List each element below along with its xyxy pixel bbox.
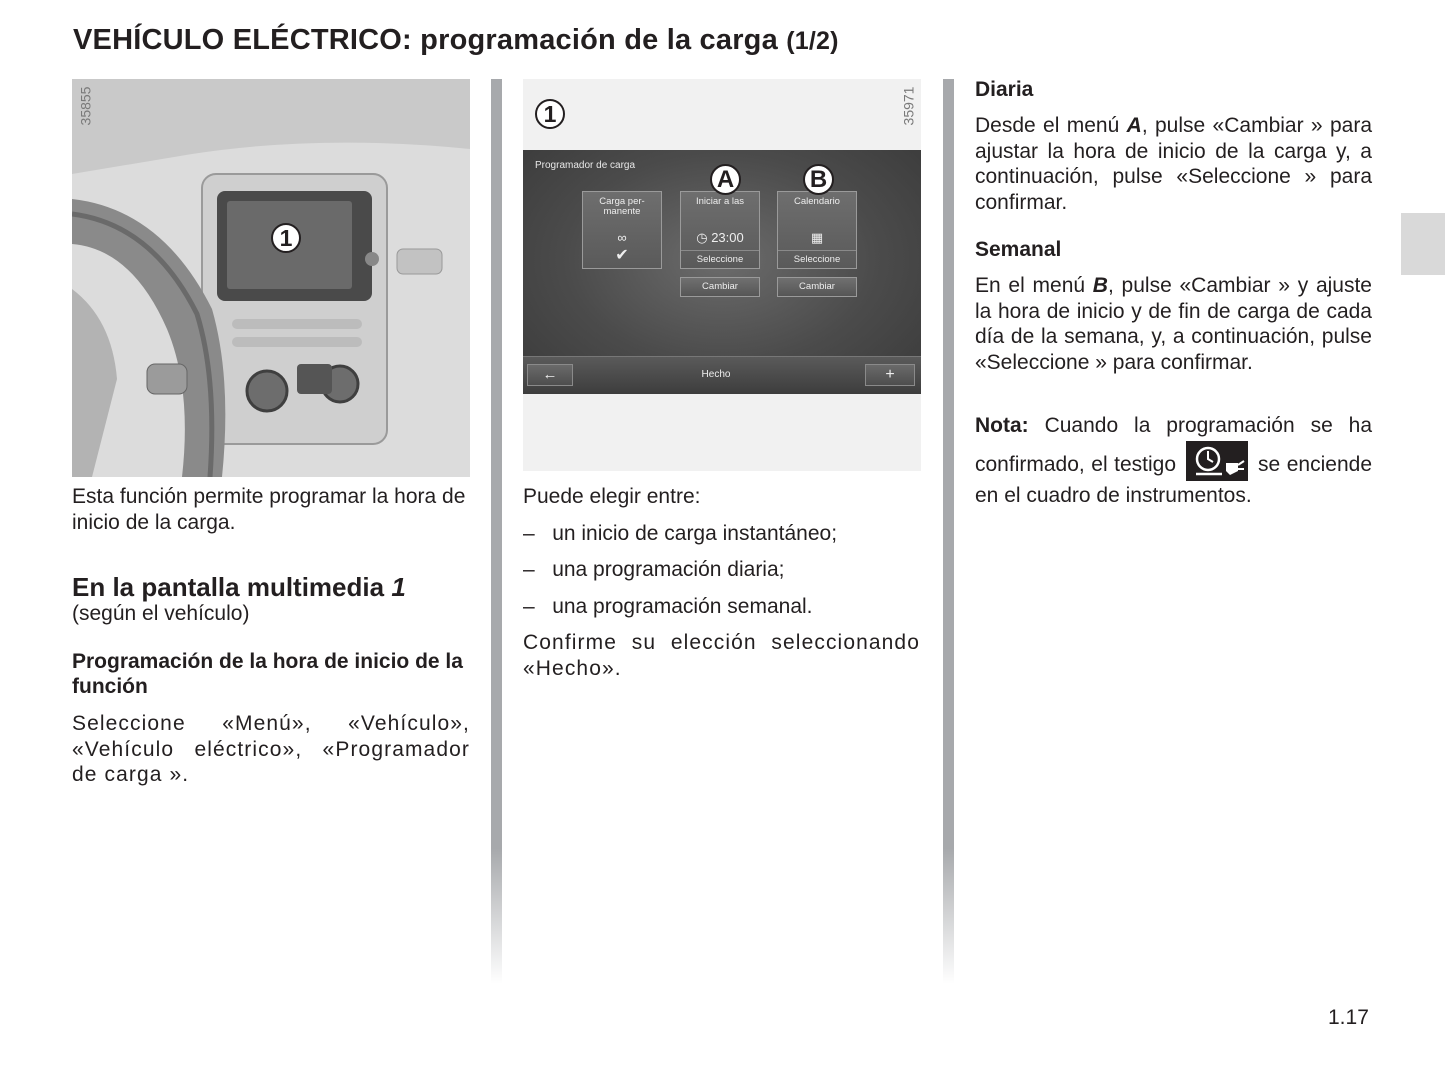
heading-note: (según el vehículo) [72, 602, 250, 625]
title-main: VEHÍCULO ELÉCTRICO: programación de la carga [73, 24, 778, 56]
option-item: – una programación semanal. [523, 595, 813, 618]
tile-start-label: Iniciar a las [695, 196, 745, 207]
confirm-text: Confirme su elección seleccionando «Hecho». [523, 631, 920, 680]
note-text [975, 411, 1372, 511]
weekly-text [975, 273, 1372, 375]
intro-text: Esta función permite programar la hora de inicio de la carga. [72, 485, 466, 534]
callout-b: B [803, 164, 834, 195]
tile-permanent-label: Carga per-manente [599, 196, 645, 217]
infinity-icon: ∞ [617, 230, 627, 245]
screen-figure [523, 79, 921, 471]
section-tab [1401, 213, 1445, 275]
figure-id: 35855 [77, 86, 94, 126]
note-post: se enciende en el cuadro de instrumentos. [975, 453, 1372, 507]
callout-1-screen: 1 [535, 99, 565, 129]
dashboard-illustration [72, 79, 470, 477]
daily-pre: Desde el menú [975, 114, 1127, 137]
tile-start-select[interactable]: Seleccione [681, 250, 759, 265]
tile-start-time: 23:00 [711, 230, 744, 245]
note-label: Nota: [975, 414, 1029, 437]
option-text: una programación diaria; [552, 558, 785, 581]
figure-id-screen: 35971 [900, 86, 917, 126]
callout-a: A [710, 164, 741, 195]
heading-ref: 1 [391, 572, 406, 602]
menu-a-ref: A [1126, 114, 1142, 137]
change-button-b[interactable]: Cambiar [777, 277, 857, 297]
option-text: un inicio de carga instantáneo; [552, 522, 838, 545]
tile-permanent-charge[interactable] [582, 191, 662, 269]
weekly-post: , pulse «Cambiar » y ajuste la hora de inicio y de fin de carga de cada día de la semana, y, a continuación, pulse «Seleccione » para confirmar. [975, 274, 1372, 374]
weekly-pre: En el menú [975, 274, 1093, 297]
clock-icon: ◷ [696, 230, 708, 245]
back-button[interactable]: ← [527, 364, 573, 386]
daily-heading: Diaria [975, 78, 1034, 101]
instruction-text: Seleccione «Menú», «Vehículo», «Vehículo eléctrico», «Programador de carga ». [72, 712, 470, 786]
column-divider-right [943, 79, 954, 984]
tile-calendar-select[interactable]: Seleccione [778, 250, 856, 265]
option-text: una programación semanal. [552, 595, 813, 618]
done-button[interactable]: Hecho [701, 369, 731, 380]
page-title [73, 24, 839, 57]
page-number: 1.17 [1328, 1006, 1369, 1029]
option-item: – una programación diaria; [523, 558, 785, 581]
charge-scheduler-screen [523, 150, 921, 393]
check-icon: ✔ [615, 247, 629, 264]
multimedia-heading [72, 572, 470, 602]
heading-text: En la pantalla multimedia [72, 572, 385, 602]
dashboard-figure [72, 79, 470, 477]
option-item: – un inicio de carga instantáneo; [523, 522, 838, 545]
tile-calendar[interactable] [777, 191, 857, 269]
menu-b-ref: B [1092, 274, 1108, 297]
title-part: (1/2) [786, 27, 839, 55]
change-button-a[interactable]: Cambiar [680, 277, 760, 297]
tile-start-time-row [681, 230, 759, 246]
screen-title: Programador de carga [535, 160, 636, 171]
tile-start-at[interactable] [680, 191, 760, 269]
subheading: Programación de la hora de inicio de la función [72, 650, 463, 698]
calendar-icon: ▦ [810, 230, 824, 245]
choose-text: Puede elegir entre: [523, 485, 701, 508]
column-divider-left [491, 79, 502, 984]
screen-bottom-bar [523, 356, 921, 394]
daily-post: , pulse «Cambiar » para ajustar la hora de inicio de la carga y, a continuación, pulse «Seleccione » para confirmar. [975, 114, 1372, 214]
weekly-heading: Semanal [975, 238, 1062, 261]
charge-schedule-warning-icon [1186, 441, 1248, 481]
tile-calendar-label: Calendario [794, 196, 840, 207]
callout-1: 1 [271, 223, 301, 253]
add-button[interactable]: + [865, 364, 915, 386]
note-pre: Cuando la programación se ha confirmado, el testigo [975, 414, 1372, 476]
daily-text [975, 113, 1372, 215]
